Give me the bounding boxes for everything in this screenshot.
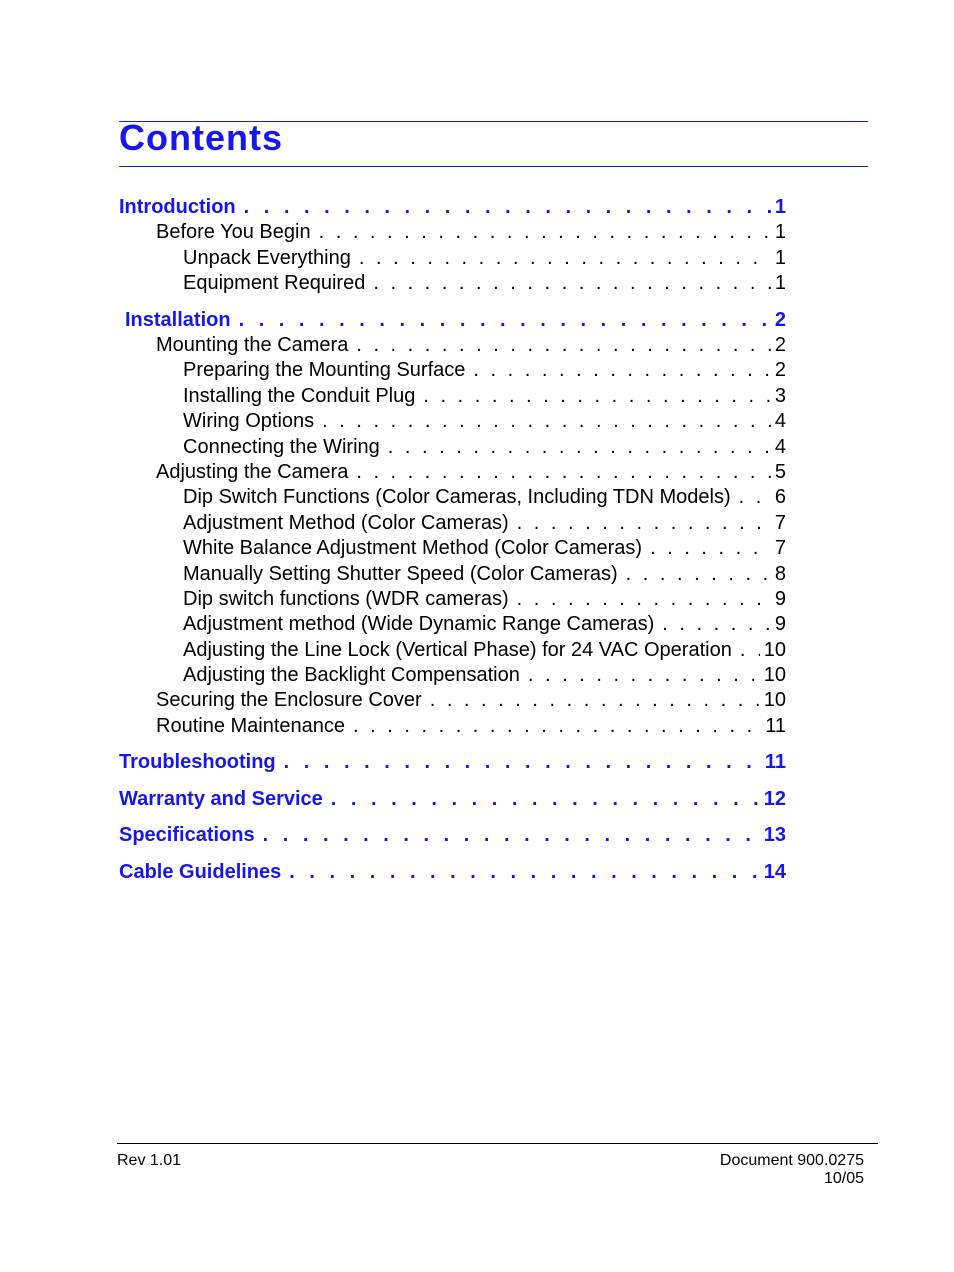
toc-entry-page: 1 xyxy=(774,196,786,218)
toc-entry[interactable] xyxy=(119,824,786,847)
toc-entry[interactable] xyxy=(119,788,786,811)
toc-entry-label: Installation xyxy=(125,309,231,331)
toc-dot-leader xyxy=(430,689,760,712)
footer-revision: Rev 1.01 xyxy=(117,1152,182,1169)
toc-entry-label: Troubleshooting xyxy=(119,751,276,773)
page-title: Contents xyxy=(119,117,283,158)
toc-entry-page: 7 xyxy=(774,537,786,559)
toc-entry-label: Preparing the Mounting Surface xyxy=(183,359,466,381)
toc-entry-page: 1 xyxy=(774,247,786,269)
toc-entry-page: 11 xyxy=(765,715,786,737)
toc-entry-page: 11 xyxy=(764,751,786,773)
toc-entry-label: Introduction xyxy=(119,196,236,218)
toc-entry-page: 2 xyxy=(774,359,786,381)
toc-entry-label: Adjusting the Camera xyxy=(156,461,349,483)
toc-dot-leader xyxy=(331,788,760,811)
toc-entry-page: 10 xyxy=(763,689,786,711)
toc-entry[interactable] xyxy=(183,436,786,459)
toc-entry-label: Adjustment Method (Color Cameras) xyxy=(183,512,509,534)
toc-entry[interactable] xyxy=(156,334,786,357)
toc-entry[interactable] xyxy=(119,751,786,774)
toc-entry-label: Routine Maintenance xyxy=(156,715,346,737)
toc-entry-label: White Balance Adjustment Method (Color Cameras) xyxy=(183,537,643,559)
toc-entry-label: Adjustment method (Wide Dynamic Range Cameras) xyxy=(183,613,655,635)
toc-entry-page: 3 xyxy=(774,385,786,407)
footer-rule xyxy=(117,1143,878,1144)
toc-entry-page: 13 xyxy=(763,824,786,846)
toc-entry[interactable] xyxy=(183,664,786,687)
toc-entry-page: 1 xyxy=(774,221,786,243)
toc-entry-page: 9 xyxy=(774,588,786,610)
toc-entry[interactable] xyxy=(183,537,786,560)
toc-entry-label: Adjusting the Backlight Compensation xyxy=(183,664,520,686)
toc-entry[interactable] xyxy=(119,196,786,219)
toc-entry-label: Specifications xyxy=(119,824,255,846)
toc-entry-label: Installing the Conduit Plug xyxy=(183,385,416,407)
toc-dot-leader xyxy=(322,410,771,433)
footer-document-number: Document 900.0275 xyxy=(719,1152,864,1169)
toc-entry[interactable] xyxy=(119,861,786,884)
toc-entry-page: 10 xyxy=(763,664,786,686)
toc-entry[interactable] xyxy=(183,272,786,295)
toc-entry-label: Cable Guidelines xyxy=(119,861,282,883)
toc-dot-leader xyxy=(473,359,770,382)
toc-dot-leader xyxy=(626,563,771,586)
toc-entry-page: 7 xyxy=(774,512,786,534)
toc-entry[interactable] xyxy=(183,486,786,509)
toc-entry[interactable] xyxy=(183,359,786,382)
toc-dot-leader xyxy=(356,334,771,357)
toc-entry-page: 1 xyxy=(774,272,786,294)
toc-entry-label: Dip Switch Functions (Color Cameras, Including TDN Models) xyxy=(183,486,731,508)
toc-entry[interactable] xyxy=(156,221,786,244)
toc-entry[interactable] xyxy=(125,309,786,332)
toc-entry[interactable] xyxy=(183,563,786,586)
toc-dot-leader xyxy=(650,537,771,560)
toc-entry-label: Mounting the Camera xyxy=(156,334,349,356)
toc-dot-leader xyxy=(353,715,761,738)
toc-entry-label: Dip switch functions (WDR cameras) xyxy=(183,588,509,610)
toc-entry-page: 5 xyxy=(774,461,786,483)
toc-entry-page: 9 xyxy=(774,613,786,635)
toc-dot-leader xyxy=(359,247,771,270)
footer-date: 10/05 xyxy=(823,1170,864,1187)
toc-dot-leader xyxy=(263,824,760,847)
toc-entry[interactable] xyxy=(183,512,786,535)
toc-entry[interactable] xyxy=(156,689,786,712)
toc-entry-label: Adjusting the Line Lock (Vertical Phase) for 24 VAC Operation xyxy=(183,639,732,661)
toc-dot-leader xyxy=(517,588,771,611)
toc-dot-leader xyxy=(662,613,771,636)
toc-dot-leader xyxy=(517,512,771,535)
toc-entry-page: 6 xyxy=(774,486,786,508)
toc-dot-leader xyxy=(319,221,771,244)
toc-entry[interactable] xyxy=(183,247,786,270)
toc-entry-label: Equipment Required xyxy=(183,272,366,294)
footer-document-info xyxy=(720,1152,864,1188)
toc-dot-leader xyxy=(740,639,760,662)
toc-entry[interactable] xyxy=(156,461,786,484)
toc-entry[interactable] xyxy=(183,385,786,408)
toc-dot-leader xyxy=(528,664,760,687)
title-bottom-rule xyxy=(119,166,868,167)
toc-dot-leader xyxy=(373,272,771,295)
toc-dot-leader xyxy=(284,751,761,774)
toc-entry-page: 12 xyxy=(763,788,786,810)
toc-entry-page: 8 xyxy=(774,563,786,585)
toc-entry-label: Warranty and Service xyxy=(119,788,323,810)
toc-entry[interactable] xyxy=(183,410,786,433)
toc-entry[interactable] xyxy=(183,588,786,611)
toc-entry-page: 4 xyxy=(774,436,786,458)
toc-dot-leader xyxy=(423,385,771,408)
toc-entry-label: Connecting the Wiring xyxy=(183,436,380,458)
toc-dot-leader xyxy=(244,196,771,219)
toc-entry-page: 14 xyxy=(763,861,786,883)
toc-entry-page: 4 xyxy=(774,410,786,432)
toc-entry-page: 10 xyxy=(763,639,786,661)
toc-entry-label: Unpack Everything xyxy=(183,247,351,269)
toc-entry-page: 2 xyxy=(774,334,786,356)
toc-dot-leader xyxy=(239,309,771,332)
toc-entry-label: Before You Begin xyxy=(156,221,311,243)
toc-entry[interactable] xyxy=(183,613,786,636)
toc-entry-label: Wiring Options xyxy=(183,410,315,432)
toc-dot-leader xyxy=(289,861,759,884)
toc-dot-leader xyxy=(388,436,771,459)
toc-entry-page: 2 xyxy=(774,309,786,331)
toc-dot-leader xyxy=(356,461,771,484)
toc-entry[interactable] xyxy=(183,639,786,662)
toc-entry-label: Securing the Enclosure Cover xyxy=(156,689,422,711)
toc-dot-leader xyxy=(739,486,771,509)
toc-entry[interactable] xyxy=(156,715,786,738)
toc-entry-label: Manually Setting Shutter Speed (Color Cameras) xyxy=(183,563,618,585)
